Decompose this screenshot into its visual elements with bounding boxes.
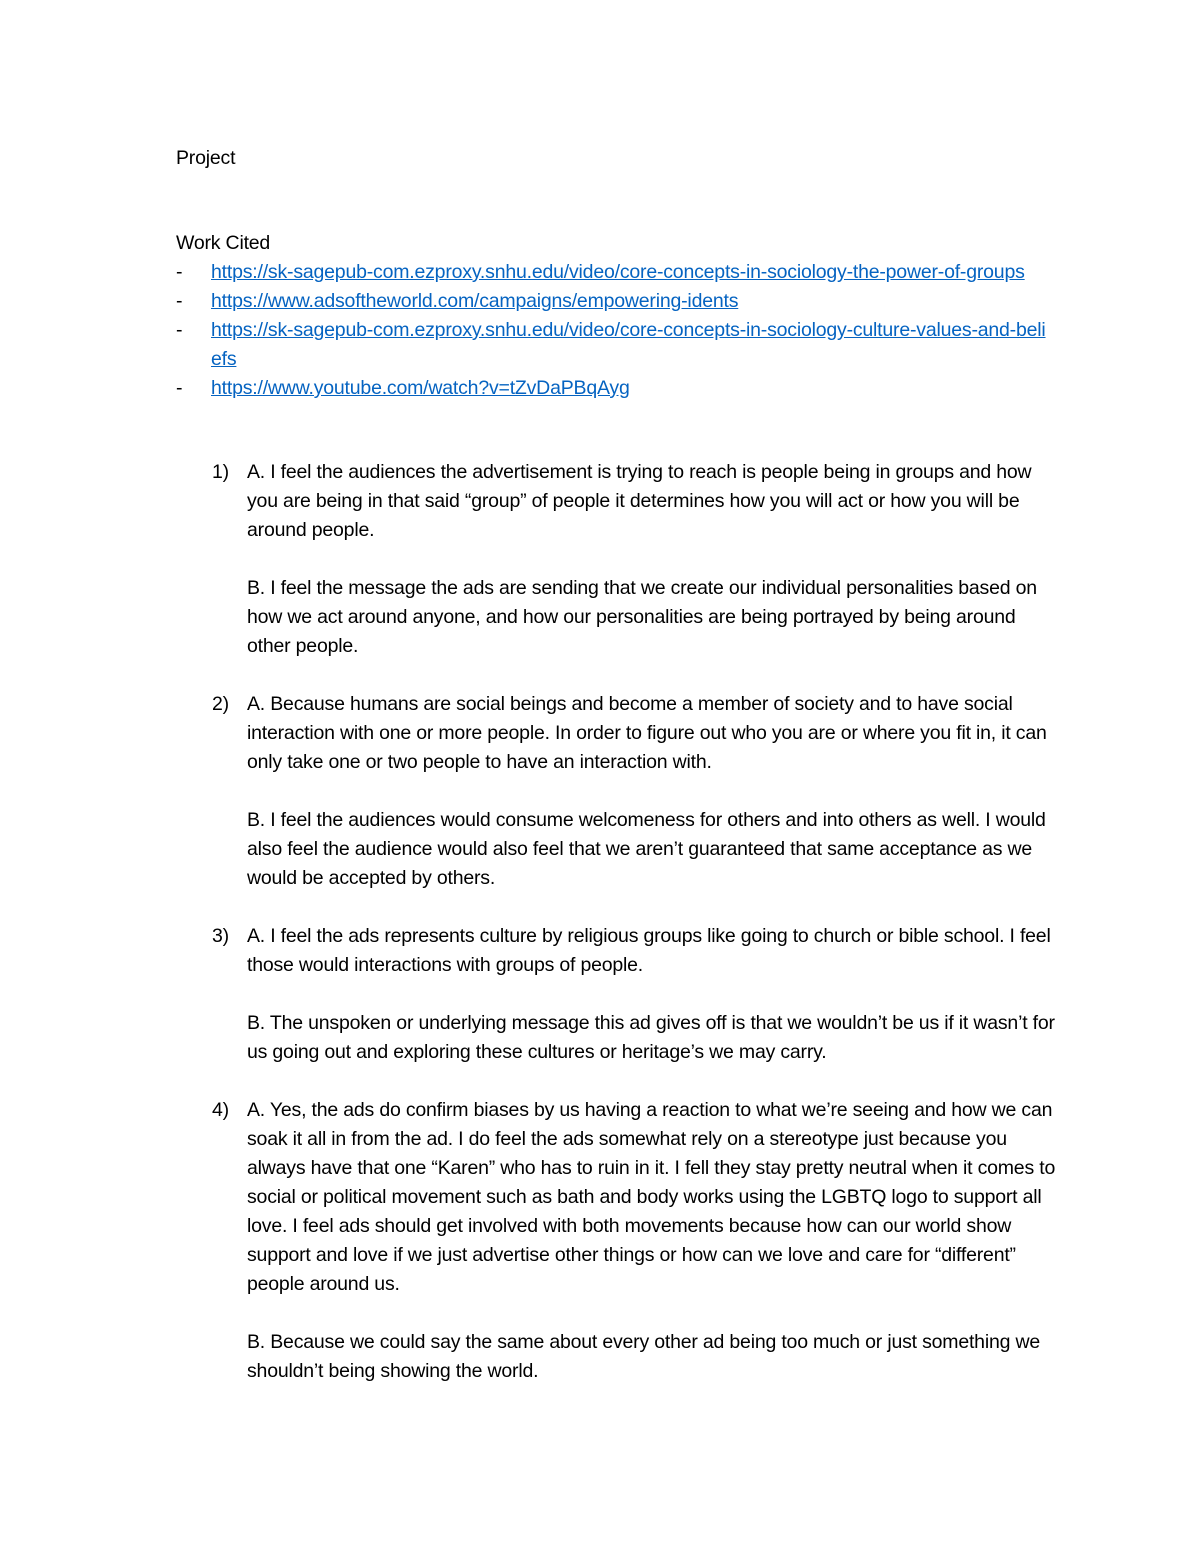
- answer-number: 2): [212, 693, 229, 715]
- citation-item: [176, 258, 1056, 287]
- answer-part-a: A. Yes, the ads do confirm biases by us having a reaction to what we’re seeing and how we can soak it all in from the ad. I do feel the ads somewhat rely on a stereotype just because you always have that one “Karen” who has to ruin in it. I fell they stay pretty neutral when it comes to social or political movement such as bath and body works using the LGBTQ logo to support all love. I feel ads should get involved with both movements because how can our world show support and love if we just advertise other things or how can we love and care for “different” people around us.: [247, 1099, 1056, 1295]
- answer-part-a: A. I feel the audiences the advertisement is trying to reach is people being in groups and how you are being in that said “group” of people it determines how you will act or how you will be around people.: [247, 461, 1032, 541]
- answer-item: [176, 1096, 1056, 1386]
- answers-list: [176, 458, 1056, 1415]
- citation-bullet: -: [176, 377, 183, 399]
- citation-bullet: -: [176, 290, 183, 312]
- answer-item: [176, 690, 1056, 893]
- citation-link[interactable]: https://sk-sagepub-com.ezproxy.snhu.edu/video/core-concepts-in-sociology-culture-values-and-beliefs: [211, 319, 1046, 370]
- citation-link[interactable]: https://www.youtube.com/watch?v=tZvDaPBqAyg: [211, 377, 630, 399]
- answer-number: 4): [212, 1099, 229, 1121]
- document-title: Project: [176, 147, 236, 169]
- answer-item: [176, 458, 1056, 661]
- citation-item: [176, 316, 1056, 374]
- citation-link[interactable]: https://www.adsoftheworld.com/campaigns/empowering-idents: [211, 290, 739, 312]
- answer-part-a: A. I feel the ads represents culture by religious groups like going to church or bible school. I feel those would interactions with groups of people.: [247, 925, 1051, 976]
- answer-part-b: B. Because we could say the same about every other ad being too much or just something we shouldn’t being showing the world.: [247, 1331, 1040, 1382]
- citation-item: [176, 374, 1056, 403]
- works-cited-heading: Work Cited: [176, 232, 271, 254]
- citation-bullet: -: [176, 319, 183, 341]
- answer-part-a: A. Because humans are social beings and become a member of society and to have social interaction with one or more people. In order to figure out who you are or where you fit in, it can only take one or two people to have an interaction with.: [247, 693, 1047, 773]
- citation-bullet: -: [176, 261, 183, 283]
- answer-number: 3): [212, 925, 229, 947]
- answer-number: 1): [212, 461, 229, 483]
- citation-item: [176, 287, 1056, 316]
- answer-part-b: B. I feel the message the ads are sending that we create our individual personalities based on how we act around anyone, and how our personalities are being portrayed by being around other people.: [247, 577, 1037, 657]
- citation-link[interactable]: https://sk-sagepub-com.ezproxy.snhu.edu/video/core-concepts-in-sociology-the-power-of-groups: [211, 261, 1025, 283]
- answer-part-b: B. I feel the audiences would consume welcomeness for others and into others as well. I would also feel the audience would also feel that we aren’t guaranteed that same acceptance as we would be accepted by others.: [247, 809, 1046, 889]
- answer-item: [176, 922, 1056, 1067]
- works-cited-list: [176, 258, 1056, 403]
- answer-part-b: B. The unspoken or underlying message this ad gives off is that we wouldn’t be us if it wasn’t for us going out and exploring these cultures or heritage’s we may carry.: [247, 1012, 1055, 1063]
